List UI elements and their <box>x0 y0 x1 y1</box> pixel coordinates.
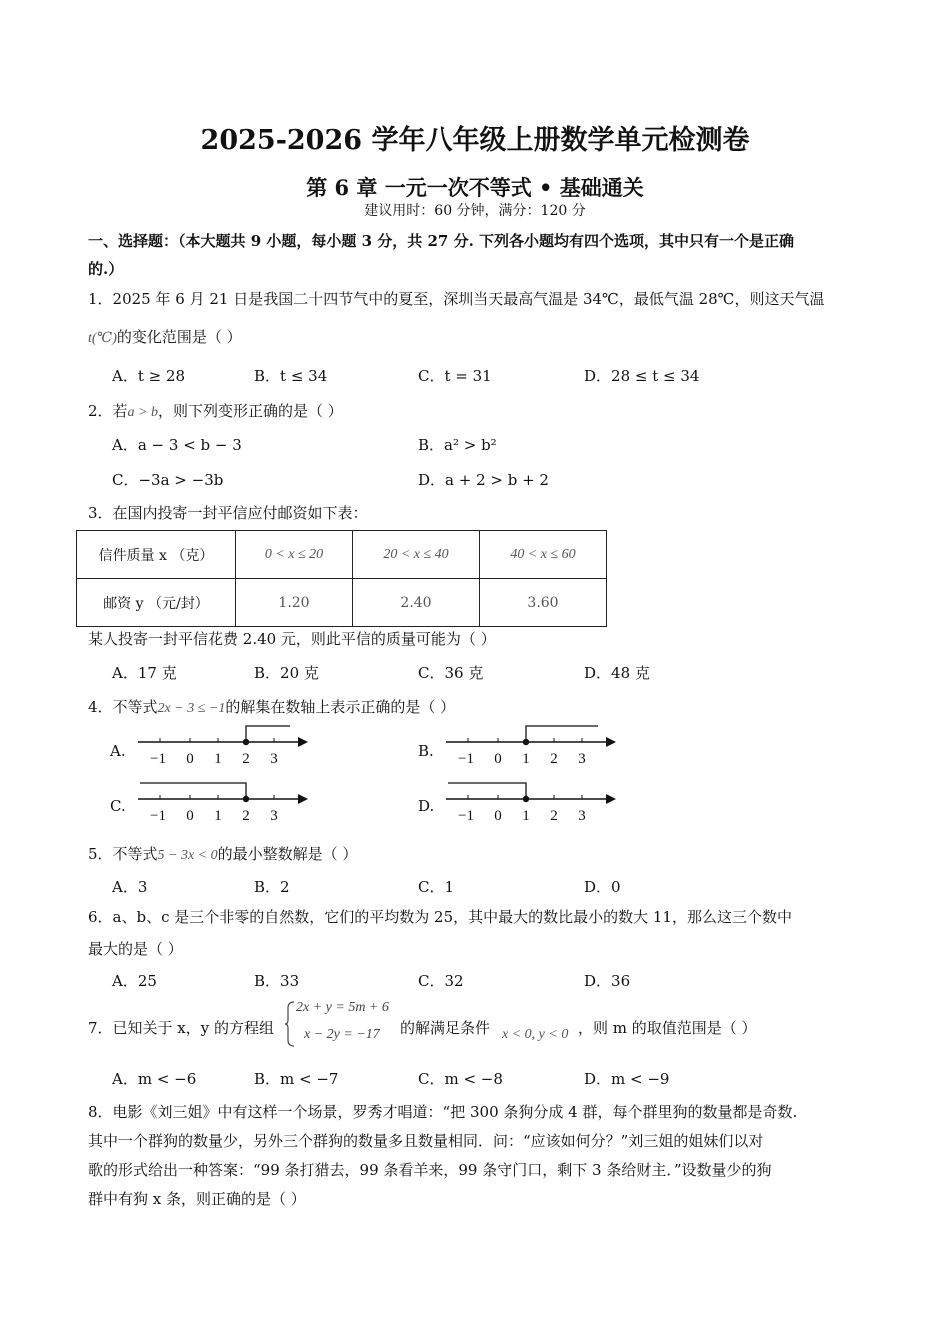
q7-option-d[interactable]: D．m < −9 <box>584 1070 670 1088</box>
tick-label: 1 <box>522 751 530 767</box>
table-cell: 1.20 <box>236 579 353 627</box>
q2-math: a > b <box>127 405 158 420</box>
q1-option-a[interactable]: A．t ≥ 28 <box>112 367 186 385</box>
q1-stem-line1: 1．2025 年 6 月 21 日是我国二十四节气中的夏至，深圳当天最高气温是 34℃，最低气温 28℃，则这天气温 <box>88 290 825 308</box>
table-row <box>77 579 607 627</box>
q4-stem-a: 4．不等式 <box>88 698 158 716</box>
q8-stem-line2: 其中一个群狗的数量少，另外三个群狗的数量多且数量相同．问：“应该如何分？”刘三姐的姐妹们以对 <box>88 1132 764 1150</box>
tick-label: 1 <box>522 808 530 824</box>
q3-option-d[interactable]: D．48 克 <box>584 664 650 682</box>
q4-stem-b: 的解集在数轴上表示正确的是（ ） <box>225 698 456 716</box>
tick-label: 3 <box>270 751 278 767</box>
q5-option-d[interactable]: D．0 <box>584 878 621 896</box>
q3-option-c[interactable]: C．36 克 <box>418 664 484 682</box>
q6-option-a[interactable]: A．25 <box>112 972 157 990</box>
tick-label: 0 <box>186 808 194 824</box>
q7-condition: x < 0, y < 0 <box>502 1027 569 1042</box>
q4-option-b-numberline[interactable] <box>438 722 628 772</box>
q8-stem-line3: 歌的形式给出一种答案：“99 条打猎去，99 条看羊来，99 条守门口，剩下 3 条给财主．”设数量少的狗 <box>88 1161 772 1179</box>
q3-option-b[interactable]: B．20 克 <box>254 664 319 682</box>
q4-option-d-letter[interactable]: D. <box>418 797 435 815</box>
tick-label: 0 <box>494 751 502 767</box>
table-row <box>77 531 607 579</box>
table-cell: 信件质量 x （克） <box>77 531 236 579</box>
q5-option-b[interactable]: B．2 <box>254 878 290 896</box>
q2-stem-b: ，则下列变形正确的是（ ） <box>158 402 343 420</box>
q7-stem-c: ，则 m 的取值范围是（ ） <box>578 1019 757 1037</box>
q6-stem-line2: 最大的是（ ） <box>88 940 183 958</box>
section-heading-line2: 的.） <box>88 260 124 278</box>
table-cell: 0 < x ≤ 20 <box>236 531 353 579</box>
tick-label: 1 <box>214 751 222 767</box>
q1-stem-line2 <box>88 326 242 347</box>
table-cell: 20 < x ≤ 40 <box>353 531 480 579</box>
q1-stem-text: 的变化范围是（ ） <box>116 328 242 346</box>
table-cell: 40 < x ≤ 60 <box>480 531 607 579</box>
q4-option-b-letter[interactable]: B. <box>418 742 434 760</box>
tick-label: 0 <box>494 808 502 824</box>
tick-label: −1 <box>458 808 474 824</box>
q4-option-c-letter[interactable]: C. <box>110 797 126 815</box>
q2-stem-a: 2．若 <box>88 402 128 420</box>
postage-table <box>76 530 607 627</box>
q8-stem-line1: 8．电影《刘三姐》中有这样一个场景，罗秀才唱道：“把 300 条狗分成 4 群，每个群里狗的数量都是奇数. <box>88 1103 798 1121</box>
brace-icon <box>284 1000 296 1048</box>
tick-label: 2 <box>242 808 250 824</box>
q7-option-c[interactable]: C．m < −8 <box>418 1070 503 1088</box>
q1-option-b[interactable]: B．t ≤ 34 <box>254 367 328 385</box>
q6-option-c[interactable]: C．32 <box>418 972 464 990</box>
q6-option-b[interactable]: B．33 <box>254 972 300 990</box>
q2-stem <box>88 400 343 421</box>
tick-label: 0 <box>186 751 194 767</box>
q7-option-a[interactable]: A．m < −6 <box>112 1070 197 1088</box>
q8-stem-line4: 群中有狗 x 条，则正确的是（ ） <box>88 1190 306 1208</box>
time-info: 建议用时：60 分钟，满分：120 分 <box>364 203 586 219</box>
q5-stem-a: 5．不等式 <box>88 845 158 863</box>
tick-label: 3 <box>270 808 278 824</box>
page-title: 2025-2026 学年八年级上册数学单元检测卷 <box>200 125 750 156</box>
q3-option-a[interactable]: A．17 克 <box>112 664 177 682</box>
tick-label: 2 <box>550 808 558 824</box>
q4-option-a-numberline[interactable] <box>130 722 320 772</box>
q7-stem-a: 7．已知关于 x，y 的方程组 <box>88 1019 275 1037</box>
table-cell: 2.40 <box>353 579 480 627</box>
q3-stem: 3．在国内投寄一封平信应付邮资如下表： <box>88 504 368 522</box>
q5-option-c[interactable]: C．1 <box>418 878 455 896</box>
table-cell: 3.60 <box>480 579 607 627</box>
tick-label: 2 <box>242 751 250 767</box>
q2-option-d[interactable]: D．a + 2 > b + 2 <box>418 471 549 489</box>
tick-label: 3 <box>578 808 586 824</box>
q5-math: 5 − 3x < 0 <box>157 848 218 863</box>
tick-label: −1 <box>458 751 474 767</box>
q4-option-a-letter[interactable]: A. <box>110 742 126 760</box>
q7-eq1: 2x + y = 5m + 6 <box>296 1000 389 1015</box>
tick-label: 1 <box>214 808 222 824</box>
q1-option-c[interactable]: C．t = 31 <box>418 367 492 385</box>
q5-stem-b: 的最小整数解是（ ） <box>217 845 358 863</box>
q4-option-c-numberline[interactable] <box>130 779 320 829</box>
q2-option-b[interactable]: B．a² > b² <box>418 436 497 454</box>
q3-after: 某人投寄一封平信花费 2.40 元，则此平信的质量可能为（ ） <box>88 630 496 648</box>
q2-option-c[interactable]: C．−3a > −3b <box>112 471 224 489</box>
q4-option-d-numberline[interactable] <box>438 779 628 829</box>
section-heading-line1: 一、选择题：（本大题共 9 小题，每小题 3 分，共 27 分. 下列各小题均有四个选项，其中只有一个是正确 <box>88 232 795 250</box>
chapter-title: 第 6 章 一元一次不等式 • 基础通关 <box>306 175 644 200</box>
tick-label: 2 <box>550 751 558 767</box>
tick-label: −1 <box>150 751 166 767</box>
tick-label: −1 <box>150 808 166 824</box>
q1-math-t: t(℃) <box>88 331 117 346</box>
q7-eq2: x − 2y = −17 <box>304 1027 380 1042</box>
tick-label: 3 <box>578 751 586 767</box>
q1-option-d[interactable]: D．28 ≤ t ≤ 34 <box>584 367 700 385</box>
q4-math: 2x − 3 ≤ −1 <box>157 701 226 716</box>
q6-option-d[interactable]: D．36 <box>584 972 631 990</box>
table-cell: 邮资 y （元/封） <box>77 579 236 627</box>
q5-option-a[interactable]: A．3 <box>112 878 148 896</box>
q5-stem <box>88 843 357 864</box>
q2-option-a[interactable]: A．a − 3 < b − 3 <box>112 436 242 454</box>
q7-stem-b: 的解满足条件 <box>400 1019 491 1037</box>
q7-option-b[interactable]: B．m < −7 <box>254 1070 339 1088</box>
q6-stem-line1: 6．a、b、c 是三个非零的自然数，它们的平均数为 25，其中最大的数比最小的数大 11，那么这三个数中 <box>88 908 792 926</box>
q4-stem <box>88 696 455 717</box>
